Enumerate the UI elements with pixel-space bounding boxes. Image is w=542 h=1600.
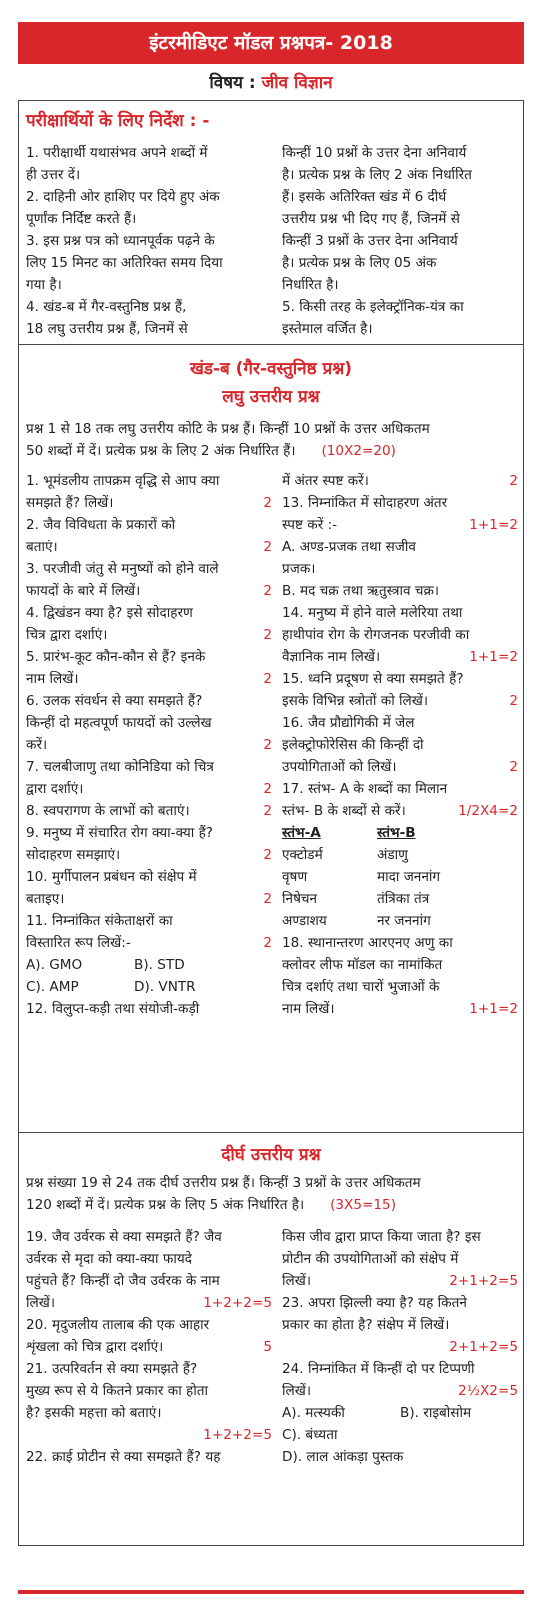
- question-line: [26, 1336, 272, 1358]
- question-text: बताइए।: [26, 891, 65, 907]
- question-text: समझते हैं? लिखें।: [26, 495, 114, 511]
- question-text: 21. उत्परिवर्तन से क्या समझते हैं?: [26, 1361, 198, 1377]
- instruction-line: 5. किसी तरह के इलेक्ट्रॉनिक-यंत्र का: [282, 299, 464, 315]
- question-line: [26, 602, 272, 624]
- question-text: 9. मनुष्य में संचारित रोग क्या-क्या हैं?: [26, 825, 214, 841]
- question-marks: 5: [263, 1339, 272, 1355]
- question-marks: 2: [263, 671, 272, 687]
- question-line: [26, 1358, 272, 1380]
- question-marks: 2: [509, 473, 518, 489]
- question-text: में अंतर स्पष्ट करें।: [282, 473, 369, 489]
- question-text: 2. जैव विविधता के प्रकारों को: [26, 517, 176, 533]
- question-marks: 2: [263, 847, 272, 863]
- long-right-list: [282, 1226, 518, 1402]
- question-text: स्पष्ट करें :-: [282, 517, 338, 533]
- intro-line: 50 शब्दों में दें। प्रत्येक प्रश्न के लिए 2 अंक निर्धारित हैं। (10X2=20): [26, 443, 396, 459]
- page-title-banner: इंटरमीडिएट मॉडल प्रश्नपत्र- 2018: [18, 22, 524, 64]
- question-text: प्रजक।: [282, 561, 316, 577]
- question-line: [282, 1358, 518, 1380]
- abbr-option: C). AMP: [26, 979, 79, 995]
- question-line: [282, 646, 518, 668]
- match-cell-b: तंत्रिका तंत्र: [377, 891, 430, 907]
- instructions-left-column: [26, 142, 272, 340]
- question-text: चित्र दर्शाएं तथा चारों भुजाओं के: [282, 979, 440, 995]
- match-cell-b: मादा जननांग: [377, 869, 441, 885]
- question-line: [282, 1336, 518, 1358]
- question-line: [282, 514, 518, 536]
- intro-line: 120 शब्दों में दें। प्रत्येक प्रश्न के लिए 5 अंक निर्धारित है। (3X5=15): [26, 1197, 396, 1213]
- question-text: B. मद चक्र तथा ऋतुस्त्राव चक्र।: [282, 583, 440, 599]
- frame-right-border: [523, 100, 524, 1545]
- question-text: 16. जैव प्रौद्योगिकी में जेल: [282, 715, 415, 731]
- match-table-header: [282, 822, 518, 844]
- short-right-list-a: [282, 470, 518, 822]
- question-marks: 2: [263, 737, 272, 753]
- question-line: [26, 558, 272, 580]
- instruction-line: 1. परीक्षार्थी यथासंभव अपने शब्दों में: [26, 145, 208, 161]
- question-line: [26, 800, 272, 822]
- question-line: [282, 558, 518, 580]
- question-text: लिखें।: [26, 1295, 56, 1311]
- instruction-line: निर्धारित है।: [282, 277, 339, 293]
- question-line: [282, 778, 518, 800]
- abbr-option: A). GMO: [26, 957, 83, 973]
- question-marks: 1+1=2: [469, 649, 518, 665]
- question-marks: 2: [263, 495, 272, 511]
- question-marks: 2½X2=5: [458, 1383, 518, 1399]
- question-text: 10. मुर्गीपालन प्रबंधन को संक्षेप में: [26, 869, 197, 885]
- question-text: 24. निम्नांकित में किन्हीं दो पर टिप्पणी: [282, 1361, 475, 1377]
- question-line: [26, 1402, 272, 1424]
- question-text: सोदाहरण समझाएं।: [26, 847, 121, 863]
- question-line: 12. विलुप्त-कड़ी तथा संयोजी-कड़ी: [26, 1001, 200, 1017]
- question-line: [26, 1292, 272, 1314]
- question-text: क्लोवर लीफ मॉडल का नामांकित: [282, 957, 443, 973]
- question-marks: 2: [263, 891, 272, 907]
- match-head-b: स्तंभ-B: [377, 825, 416, 841]
- question-marks: 1+2+2=5: [203, 1427, 272, 1443]
- instruction-line: 2. दाहिनी ओर हाशिए पर दिये हुए अंक: [26, 189, 220, 205]
- long-answer-heading: दीर्घ उत्तरीय प्रश्न: [221, 1145, 321, 1165]
- question-marks: 2: [263, 583, 272, 599]
- question-line: [26, 712, 272, 734]
- question-marks: 2: [509, 693, 518, 709]
- question-text: 13. निम्नांकित में सोदाहरण अंतर: [282, 495, 448, 511]
- section-divider: [18, 344, 524, 345]
- question-text: लिखें।: [282, 1273, 312, 1289]
- question-line: [282, 492, 518, 514]
- question-line: [282, 976, 518, 998]
- instruction-line: इस्तेमाल वर्जित है।: [282, 321, 373, 337]
- instructions-right-column: [282, 142, 518, 340]
- question-text: हाथीपांव रोग के रोगजनक परजीवी का: [282, 627, 470, 643]
- bottom-border: [18, 1545, 524, 1546]
- question-line: [26, 536, 272, 558]
- question-text: 3. परजीवी जंतु से मनुष्यों को होने वाले: [26, 561, 219, 577]
- short-questions-right-column: [282, 470, 518, 1020]
- short-answer-intro: [26, 418, 518, 462]
- question-marks: 2: [263, 539, 272, 555]
- question-line: [26, 910, 272, 932]
- question-text: नाम लिखें।: [26, 671, 79, 687]
- question-line: [282, 1292, 518, 1314]
- question-text: किन्हीं दो महत्वपूर्ण फायदों को उल्लेख: [26, 715, 212, 731]
- question-line: [282, 624, 518, 646]
- question-text: उपयोगिताओं को लिखें।: [282, 759, 397, 775]
- question-text: उर्वरक से मृदा को क्या-क्या फायदे: [26, 1251, 192, 1267]
- instruction-line: है। प्रत्येक प्रश्न के लिए 2 अंक निर्धारित: [282, 167, 472, 183]
- question-line: [26, 1424, 272, 1446]
- question-text: 5. प्रारंभ-कूट कौन-कौन से हैं? इनके: [26, 649, 206, 665]
- question-text: 11. निम्नांकित संकेताक्षरों का: [26, 913, 173, 929]
- short-left-list: [26, 470, 272, 954]
- question-text: 18. स्थानान्तरण आरएनए अणु का: [282, 935, 453, 951]
- match-head-a: स्तंभ-A: [282, 825, 321, 841]
- question-text: इसके विभिन्न स्त्रोतों को लिखें।: [282, 693, 429, 709]
- question-text: नाम लिखें।: [282, 1001, 335, 1017]
- short-questions-left-column: [26, 470, 272, 1020]
- abbr-option: D). VNTR: [134, 979, 196, 995]
- question-marks: 2: [509, 759, 518, 775]
- match-cell-a: अण्डाशय: [282, 913, 327, 929]
- subject-line: [18, 66, 524, 101]
- match-cell-a: एक्टोडर्म: [282, 847, 323, 863]
- question-line: [26, 1314, 272, 1336]
- footer-rule: [18, 1590, 524, 1594]
- question-text: वैज्ञानिक नाम लिखें।: [282, 649, 381, 665]
- question-text: 14. मनुष्य में होने वाले मलेरिया तथा: [282, 605, 463, 621]
- note-option: A). मत्स्यकी: [282, 1405, 345, 1421]
- intro-marks: (10X2=20): [321, 443, 396, 459]
- question-line: [282, 580, 518, 602]
- question-line: [282, 734, 518, 756]
- section-divider: [18, 1132, 524, 1133]
- question-line: [26, 1380, 272, 1402]
- question-line: [282, 536, 518, 558]
- question-text: 7. चलबीजाणु तथा कोनिडिया को चित्र: [26, 759, 214, 775]
- question-marks: 2: [263, 803, 272, 819]
- long-questions-right-column: [282, 1226, 518, 1468]
- note-option: D). लाल आंकड़ा पुस्तक: [282, 1449, 404, 1465]
- question-line: [282, 998, 518, 1020]
- question-text: 22. क्राई प्रोटीन से क्या समझते हैं? यह: [26, 1449, 221, 1465]
- frame-left-border: [18, 100, 19, 1545]
- abbr-option: B). STD: [134, 957, 185, 973]
- question-line: [282, 668, 518, 690]
- question-line: [282, 932, 518, 954]
- question-line: [26, 1270, 272, 1292]
- question-line: [26, 624, 272, 646]
- short-right-list-b: [282, 932, 518, 1020]
- question-text: शृंखला को चित्र द्वारा दर्शाएं।: [26, 1339, 164, 1355]
- instruction-line: 4. खंड-ब में गैर-वस्तुनिष्ठ प्रश्न हैं,: [26, 299, 187, 315]
- question-text: 19. जैव उर्वरक से क्या समझते हैं? जैव: [26, 1229, 222, 1245]
- instruction-line: 18 लघु उत्तरीय प्रश्न हैं, जिनमें से: [26, 321, 188, 337]
- question-line: [26, 1248, 272, 1270]
- question-line: [282, 602, 518, 624]
- instructions-title: परीक्षार्थियों के लिए निर्देश : -: [26, 111, 210, 131]
- question-line: [282, 1270, 518, 1292]
- short-answer-heading: लघु उत्तरीय प्रश्न: [222, 387, 320, 407]
- instruction-line: लिए 15 मिनट का अतिरिक्त समय दिया: [26, 255, 223, 271]
- abbr-row: [26, 976, 272, 998]
- section-b-title: खंड-ब (गैर-वस्तुनिष्ठ प्रश्न): [189, 359, 353, 379]
- question-line: [282, 1314, 518, 1336]
- question-text: लिखें।: [282, 1383, 312, 1399]
- question-marks: 2: [263, 627, 272, 643]
- question-text: 8. स्वपरागण के लाभों को बताएं।: [26, 803, 190, 819]
- question-line: [26, 734, 272, 756]
- match-row: [282, 910, 518, 932]
- instruction-line: किन्हीं 3 प्रश्नों के उत्तर देना अनिवार्य: [282, 233, 458, 249]
- option-row: [282, 1402, 518, 1424]
- question-marks: 2: [263, 781, 272, 797]
- question-text: A. अण्ड-प्रजक तथा सजीव: [282, 539, 416, 555]
- question-text: 15. ध्वनि प्रदूषण से क्या समझते हैं?: [282, 671, 464, 687]
- question-text: प्रकार का होता है? संक्षेप में लिखें।: [282, 1317, 450, 1333]
- question-line: [26, 646, 272, 668]
- instruction-line: पूर्णांक निर्दिष्ट करते हैं।: [26, 211, 137, 227]
- match-cell-b: अंडाणु: [377, 847, 409, 863]
- question-text: द्वारा दर्शाएं।: [26, 781, 84, 797]
- question-marks: 1+1=2: [469, 1001, 518, 1017]
- match-cell-b: नर जननांग: [377, 913, 431, 929]
- match-row: [282, 844, 518, 866]
- question-marks: 2: [263, 935, 272, 951]
- question-marks: 1+2+2=5: [203, 1295, 272, 1311]
- question-line: [26, 668, 272, 690]
- instruction-line: 3. इस प्रश्न पत्र को ध्यानपूर्वक पढ़ने के: [26, 233, 215, 249]
- question-line: [26, 470, 272, 492]
- long-answer-intro: [26, 1172, 518, 1216]
- instruction-line: ही उत्तर दें।: [26, 167, 81, 183]
- question-text: चित्र द्वारा दर्शाएं।: [26, 627, 108, 643]
- note-option: C). बंध्यता: [282, 1427, 338, 1443]
- match-row: [282, 888, 518, 910]
- match-row: [282, 866, 518, 888]
- question-line: [26, 888, 272, 910]
- long-questions-left-column: [26, 1226, 272, 1468]
- question-text: 4. द्विखंडन क्या है? इसे सोदाहरण: [26, 605, 193, 621]
- question-text: 6. उलक संवर्धन से क्या समझते हैं?: [26, 693, 203, 709]
- question-marks: 1/2X4=2: [458, 803, 518, 819]
- question-text: किस जीव द्वारा प्राप्त किया जाता है? इस: [282, 1229, 481, 1245]
- question-line: [282, 1226, 518, 1248]
- question-text: फायदों के बारे में लिखें।: [26, 583, 141, 599]
- abbr-row: [26, 954, 272, 976]
- subject-value: जीव विज्ञान: [261, 73, 333, 93]
- question-text: करें।: [26, 737, 48, 753]
- question-line: [282, 756, 518, 778]
- question-line: [26, 1446, 272, 1468]
- question-line: [26, 866, 272, 888]
- instruction-line: है। प्रत्येक प्रश्न के लिए 05 अंक: [282, 255, 437, 271]
- question-line: [26, 932, 272, 954]
- question-line: [282, 1248, 518, 1270]
- question-line: [26, 1226, 272, 1248]
- question-line: [282, 800, 518, 822]
- question-line: [26, 756, 272, 778]
- intro-marks: (3X5=15): [330, 1197, 396, 1213]
- question-line: [282, 690, 518, 712]
- question-marks: 2+1+2=5: [449, 1273, 518, 1289]
- question-text: प्रोटीन की उपयोगिताओं को संक्षेप में: [282, 1251, 459, 1267]
- instruction-line: किन्हीं 10 प्रश्नों के उत्तर देना अनिवार्य: [282, 145, 467, 161]
- question-text: 17. स्तंभ- A के शब्दों का मिलान: [282, 781, 448, 797]
- question-text: इलेक्ट्रोफोरेसिस की किन्हीं दो: [282, 737, 424, 753]
- question-line: [26, 822, 272, 844]
- question-text: है? इसकी महत्ता को बताएं।: [26, 1405, 162, 1421]
- question-text: पहुंचते हैं? किन्हीं दो जैव उर्वरक के नाम: [26, 1273, 220, 1289]
- question-line: [26, 778, 272, 800]
- question-line: [282, 1380, 518, 1402]
- match-cell-a: वृषण: [282, 869, 308, 885]
- question-line: [26, 514, 272, 536]
- question-text: 23. अपरा झिल्ली क्या है? यह कितने: [282, 1295, 467, 1311]
- instruction-line: उत्तरीय प्रश्न भी दिए गए हैं, जिनमें से: [282, 211, 460, 227]
- question-marks: 1+1=2: [469, 517, 518, 533]
- question-text: 1. भूमंडलीय तापक्रम वृद्धि से आप क्या: [26, 473, 220, 489]
- intro-line: प्रश्न 1 से 18 तक लघु उत्तरीय कोटि के प्रश्न हैं। किन्हीं 10 प्रश्नों के उत्तर अधिकतम: [26, 421, 430, 437]
- instruction-line: गया है।: [26, 277, 62, 293]
- question-line: [26, 492, 272, 514]
- match-cell-a: निषेचन: [282, 891, 318, 907]
- question-text: विस्तारित रूप लिखें:-: [26, 935, 131, 951]
- intro-line: प्रश्न संख्या 19 से 24 तक दीर्घ उत्तरीय प्रश्न हैं। किन्हीं 3 प्रश्नों के उत्तर अधिकतम: [26, 1175, 421, 1191]
- note-option: B). राइबोसोम: [400, 1405, 472, 1421]
- question-text: मुख्य रूप से ये कितने प्रकार का होता: [26, 1383, 209, 1399]
- question-line: [26, 690, 272, 712]
- instruction-line: हैं। इसके अतिरिक्त खंड में 6 दीर्घ: [282, 189, 447, 205]
- subject-label: विषय :: [209, 73, 262, 93]
- question-text: स्तंभ- B के शब्दों से करें।: [282, 803, 406, 819]
- question-line: [26, 580, 272, 602]
- question-text: बताएं।: [26, 539, 58, 555]
- question-line: [282, 470, 518, 492]
- match-table: [282, 844, 518, 932]
- question-text: 20. मृदुजलीय तालाब की एक आहार: [26, 1317, 210, 1333]
- question-line: [282, 954, 518, 976]
- question-line: [282, 712, 518, 734]
- question-marks: 2+1+2=5: [449, 1339, 518, 1355]
- question-line: [26, 844, 272, 866]
